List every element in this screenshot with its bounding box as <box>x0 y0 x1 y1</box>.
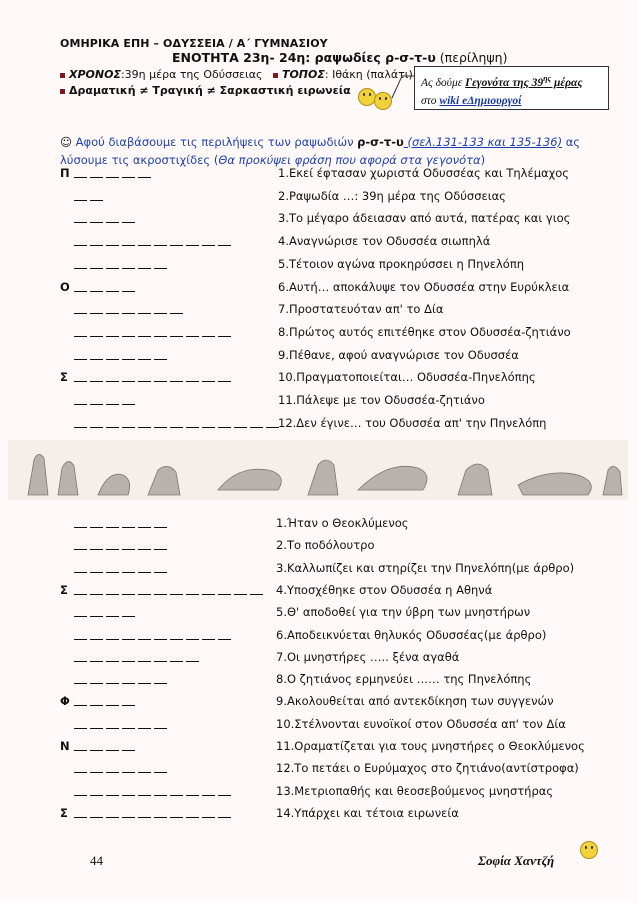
letter-blank[interactable] <box>106 302 119 314</box>
letter-blank[interactable] <box>122 257 135 269</box>
letter-blank[interactable] <box>106 628 119 640</box>
clue-text: 5.Τέτοιον αγώνα προκηρύσσει η Πηνελόπη <box>278 256 525 271</box>
letter-blank[interactable] <box>106 516 119 528</box>
letter-blank[interactable] <box>106 211 119 223</box>
letter-blank[interactable] <box>90 416 103 428</box>
letter-blank[interactable] <box>154 784 167 796</box>
letter-blank[interactable] <box>202 806 215 818</box>
letter-blank[interactable] <box>90 628 103 640</box>
letter-blank[interactable] <box>90 717 103 729</box>
letter-blank[interactable] <box>90 784 103 796</box>
letter-blank[interactable] <box>202 784 215 796</box>
letter-blank[interactable] <box>138 806 151 818</box>
clue-text: 7.Οι μνηστήρες ….. ξένα αγαθά <box>276 649 460 664</box>
letter-blank[interactable] <box>154 325 167 337</box>
letter-blank[interactable] <box>90 234 103 246</box>
bullet-icon <box>60 73 65 78</box>
letter-blank[interactable] <box>154 348 167 360</box>
letter-blank[interactable] <box>154 561 167 573</box>
acrostic-letter: Φ <box>60 694 70 709</box>
clue-text: 12.Το πετάει ο Ευρύμαχος στο ζητιάνο(αντίστροφα) <box>276 761 579 776</box>
letter-blank[interactable] <box>74 605 87 617</box>
answer-blanks[interactable] <box>74 325 234 340</box>
letter-blank[interactable] <box>106 166 119 178</box>
clue-text: 6.Αυτή… αποκάλυψε τον Οδυσσέα στην Ευρύκλεια <box>278 279 570 294</box>
letter-blank[interactable] <box>122 739 135 751</box>
letter-blank[interactable] <box>186 416 199 428</box>
answer-blanks[interactable] <box>74 516 170 531</box>
letter-blank[interactable] <box>90 583 103 595</box>
letter-blank[interactable] <box>218 583 231 595</box>
puzzle-row <box>60 234 620 252</box>
letter-blank[interactable] <box>122 416 135 428</box>
answer-blanks[interactable] <box>74 561 170 576</box>
letter-blank[interactable] <box>186 583 199 595</box>
answer-blanks[interactable] <box>74 761 170 776</box>
clue-text: 6.Αποδεικνύεται θηλυκός Οδυσσέας(με άρθρο) <box>276 627 547 642</box>
letter-blank[interactable] <box>186 370 199 382</box>
letter-blank[interactable] <box>74 393 87 405</box>
letter-blank[interactable] <box>154 516 167 528</box>
clue-text: 9.Πέθανε, αφού αναγνώρισε τον Οδυσσέα <box>278 347 519 362</box>
letter-blank[interactable] <box>122 605 135 617</box>
puzzle-row <box>60 325 620 343</box>
letter-blank[interactable] <box>138 325 151 337</box>
letter-blank[interactable] <box>106 694 119 706</box>
letter-blank[interactable] <box>138 784 151 796</box>
letter-blank[interactable] <box>106 538 119 550</box>
puzzle-row <box>60 806 620 824</box>
letter-blank[interactable] <box>170 416 183 428</box>
letter-blank[interactable] <box>186 325 199 337</box>
answer-blanks[interactable] <box>74 628 234 643</box>
letter-blank[interactable] <box>122 650 135 662</box>
letter-blank[interactable] <box>106 234 119 246</box>
puzzle-row <box>60 370 620 388</box>
lesson-title-bold: ΕΝΟΤΗΤΑ 23η- 24η: ραψωδίες ρ-σ-τ-υ <box>172 50 436 65</box>
letter-blank[interactable] <box>74 166 87 178</box>
letter-blank[interactable] <box>122 516 135 528</box>
puzzle-row <box>60 280 620 298</box>
letter-blank[interactable] <box>106 348 119 360</box>
letter-blank[interactable] <box>90 672 103 684</box>
letter-blank[interactable] <box>138 672 151 684</box>
letter-blank[interactable] <box>74 302 87 314</box>
puzzle-row <box>60 672 620 690</box>
clue-text: 4.Αναγνώρισε τον Οδυσσέα σιωπηλά <box>278 234 491 249</box>
letter-blank[interactable] <box>154 370 167 382</box>
letter-blank[interactable] <box>122 302 135 314</box>
letter-blank[interactable] <box>170 234 183 246</box>
clue-text: 8.Ο ζητιάνος ερμηνεύει …… της Πηνελόπης <box>276 672 532 687</box>
letter-blank[interactable] <box>218 806 231 818</box>
answer-blanks[interactable] <box>74 806 234 821</box>
letter-blank[interactable] <box>90 561 103 573</box>
puzzle-row <box>60 561 620 579</box>
greek-frieze-image <box>8 440 628 500</box>
callout-pointer-icon <box>390 70 416 100</box>
letter-blank[interactable] <box>122 784 135 796</box>
letter-blank[interactable] <box>74 650 87 662</box>
answer-blanks[interactable] <box>74 234 234 249</box>
acrostic-letter: Π <box>60 166 70 180</box>
letter-blank[interactable] <box>90 166 103 178</box>
letter-blank[interactable] <box>138 257 151 269</box>
letter-blank[interactable] <box>170 302 183 314</box>
letter-blank[interactable] <box>170 325 183 337</box>
letter-blank[interactable] <box>74 583 87 595</box>
info-irony: Δραματική ≠ Τραγική ≠ Σαρκαστική ειρωνεία <box>60 84 351 97</box>
acrostic-letter: Σ <box>60 582 68 597</box>
puzzle-row <box>60 393 620 411</box>
letter-blank[interactable] <box>234 416 247 428</box>
letter-blank[interactable] <box>90 538 103 550</box>
answer-blanks[interactable] <box>74 393 138 408</box>
letter-blank[interactable] <box>122 166 135 178</box>
wiki-link[interactable]: wiki eΔημιουργοί <box>439 94 522 107</box>
letter-blank[interactable] <box>154 583 167 595</box>
letter-blank[interactable] <box>90 211 103 223</box>
letter-blank[interactable] <box>106 416 119 428</box>
letter-blank[interactable] <box>138 348 151 360</box>
letter-blank[interactable] <box>74 717 87 729</box>
letter-blank[interactable] <box>74 561 87 573</box>
clue-text: 8.Πρώτος αυτός επιτέθηκε στον Οδυσσέα-ζητιάνο <box>278 324 571 339</box>
letter-blank[interactable] <box>170 583 183 595</box>
answer-blanks[interactable] <box>74 583 266 598</box>
letter-blank[interactable] <box>138 166 151 178</box>
letter-blank[interactable] <box>122 538 135 550</box>
letter-blank[interactable] <box>106 561 119 573</box>
letter-blank[interactable] <box>90 393 103 405</box>
letter-blank[interactable] <box>90 302 103 314</box>
letter-blank[interactable] <box>90 257 103 269</box>
answer-blanks[interactable] <box>74 605 138 620</box>
letter-blank[interactable] <box>202 583 215 595</box>
letter-blank[interactable] <box>122 806 135 818</box>
letter-blank[interactable] <box>138 628 151 640</box>
puzzle-row <box>60 166 620 184</box>
acrostic-letter: Σ <box>60 370 68 385</box>
letter-blank[interactable] <box>138 302 151 314</box>
letter-blank[interactable] <box>106 739 119 751</box>
letter-blank[interactable] <box>74 416 87 428</box>
author-name: Σοφία Χαντζή <box>478 853 555 868</box>
letter-blank[interactable] <box>186 784 199 796</box>
letter-blank[interactable] <box>122 694 135 706</box>
letter-blank[interactable] <box>106 672 119 684</box>
letter-blank[interactable] <box>106 325 119 337</box>
letter-blank[interactable] <box>218 416 231 428</box>
answer-blanks[interactable] <box>74 694 138 709</box>
puzzle-row <box>60 784 620 802</box>
letter-blank[interactable] <box>90 189 103 201</box>
letter-blank[interactable] <box>90 516 103 528</box>
page-number: 44 <box>90 853 103 868</box>
letter-blank[interactable] <box>234 583 247 595</box>
clue-text: 10.Στέλνονται ευνοϊκοί στον Οδυσσέα απ' τον Δία <box>276 716 566 731</box>
clue-text: 4.Υποσχέθηκε στον Οδυσσέα η Αθηνά <box>276 582 493 597</box>
letter-blank[interactable] <box>202 370 215 382</box>
letter-blank[interactable] <box>122 370 135 382</box>
letter-blank[interactable] <box>106 806 119 818</box>
letter-blank[interactable] <box>202 234 215 246</box>
letter-blank[interactable] <box>106 370 119 382</box>
letter-blank[interactable] <box>138 717 151 729</box>
letter-blank[interactable] <box>90 605 103 617</box>
answer-blanks[interactable] <box>74 538 170 553</box>
answer-blanks[interactable] <box>74 650 202 665</box>
letter-blank[interactable] <box>122 234 135 246</box>
clue-text: 1.Εκεί έφτασαν χωριστά Οδυσσέας και Τηλέμαχος <box>278 166 570 180</box>
letter-blank[interactable] <box>218 234 231 246</box>
answer-blanks[interactable] <box>74 370 234 385</box>
answer-blanks[interactable] <box>74 166 154 181</box>
letter-blank[interactable] <box>122 761 135 773</box>
letter-blank[interactable] <box>74 211 87 223</box>
letter-blank[interactable] <box>106 761 119 773</box>
letter-blank[interactable] <box>122 583 135 595</box>
letter-blank[interactable] <box>90 761 103 773</box>
answer-blanks[interactable] <box>74 211 138 226</box>
puzzle-row <box>60 583 620 601</box>
letter-blank[interactable] <box>74 739 87 751</box>
letter-blank[interactable] <box>122 717 135 729</box>
letter-blank[interactable] <box>202 325 215 337</box>
letter-blank[interactable] <box>154 257 167 269</box>
clue-text: 11.Οραματίζεται για τους μνηστήρες ο Θεοκλύμενος <box>276 739 585 753</box>
puzzle-row <box>60 717 620 735</box>
bullet-icon <box>60 89 65 94</box>
letter-blank[interactable] <box>138 583 151 595</box>
letter-blank[interactable] <box>138 370 151 382</box>
letter-blank[interactable] <box>138 761 151 773</box>
letter-blank[interactable] <box>122 280 135 292</box>
instructions: ☺ Αφού διαβάσουμε τις περιλήψεις των ραψωδιών ρ-σ-τ-υ (σελ.131-133 και 135-136) ας λύσουμε τις ακροστιχίδες (Θα προκύψει φράση που αφορά στα γεγονότα) <box>60 135 581 167</box>
puzzle-row <box>60 257 620 275</box>
puzzle-row <box>60 516 620 534</box>
letter-blank[interactable] <box>170 650 183 662</box>
letter-blank[interactable] <box>154 234 167 246</box>
letter-blank[interactable] <box>90 348 103 360</box>
letter-blank[interactable] <box>122 628 135 640</box>
letter-blank[interactable] <box>122 393 135 405</box>
acrostic-letter: Ν <box>60 739 70 753</box>
lesson-title <box>172 50 507 65</box>
answer-blanks[interactable] <box>74 416 282 431</box>
letter-blank[interactable] <box>90 370 103 382</box>
letter-blank[interactable] <box>170 806 183 818</box>
puzzle-row <box>60 211 620 229</box>
clue-text: 7.Προστατευόταν απ' το Δία <box>278 302 444 317</box>
letter-blank[interactable] <box>170 370 183 382</box>
clue-text: 2.Ραψωδία …: 39η μέρα της Οδύσσειας <box>278 188 506 203</box>
letter-blank[interactable] <box>154 302 167 314</box>
puzzle-row <box>60 628 620 646</box>
letter-blank[interactable] <box>202 628 215 640</box>
letter-blank[interactable] <box>74 370 87 382</box>
smiley-icon <box>580 841 598 859</box>
letter-blank[interactable] <box>74 257 87 269</box>
letter-blank[interactable] <box>154 672 167 684</box>
letter-blank[interactable] <box>74 189 87 201</box>
letter-blank[interactable] <box>90 694 103 706</box>
letter-blank[interactable] <box>138 538 151 550</box>
puzzle-row <box>60 694 620 712</box>
puzzle-row <box>60 650 620 668</box>
letter-blank[interactable] <box>106 257 119 269</box>
smile-icon: ☺ <box>60 135 72 149</box>
letter-blank[interactable] <box>154 761 167 773</box>
letter-blank[interactable] <box>90 325 103 337</box>
letter-blank[interactable] <box>138 416 151 428</box>
letter-blank[interactable] <box>90 650 103 662</box>
letter-blank[interactable] <box>218 370 231 382</box>
letter-blank[interactable] <box>138 516 151 528</box>
letter-blank[interactable] <box>74 516 87 528</box>
answer-blanks[interactable] <box>74 348 170 363</box>
letter-blank[interactable] <box>106 605 119 617</box>
letter-blank[interactable] <box>202 416 215 428</box>
letter-blank[interactable] <box>218 325 231 337</box>
letter-blank[interactable] <box>218 628 231 640</box>
letter-blank[interactable] <box>106 650 119 662</box>
letter-blank[interactable] <box>74 806 87 818</box>
puzzle-row <box>60 739 620 757</box>
page-header: ΟΜΗΡΙΚΑ ΕΠΗ – ΟΔΥΣΣΕΙΑ / Α΄ ΓΥΜΝΑΣΙΟΥ <box>60 37 328 50</box>
letter-blank[interactable] <box>74 348 87 360</box>
letter-blank[interactable] <box>186 234 199 246</box>
puzzle-row <box>60 302 620 320</box>
letter-blank[interactable] <box>154 806 167 818</box>
letter-blank[interactable] <box>74 538 87 550</box>
puzzle-row <box>60 416 620 434</box>
letter-blank[interactable] <box>122 348 135 360</box>
letter-blank[interactable] <box>106 393 119 405</box>
smiley-icon <box>358 88 376 106</box>
letter-blank[interactable] <box>122 672 135 684</box>
answer-blanks[interactable] <box>74 280 138 295</box>
letter-blank[interactable] <box>122 561 135 573</box>
letter-blank[interactable] <box>122 325 135 337</box>
answer-blanks[interactable] <box>74 257 170 272</box>
letter-blank[interactable] <box>170 628 183 640</box>
clue-text: 13.Μετριοπαθής και θεοσεβούμενος μνηστήρας <box>276 783 554 798</box>
letter-blank[interactable] <box>154 717 167 729</box>
events-link[interactable]: Γεγονότα της $39^{\eta\varsigma}$ μέρας <box>465 74 583 89</box>
letter-blank[interactable] <box>154 628 167 640</box>
letter-blank[interactable] <box>250 583 263 595</box>
answer-blanks[interactable] <box>74 739 138 754</box>
letter-blank[interactable] <box>90 806 103 818</box>
answer-blanks[interactable] <box>74 189 106 204</box>
letter-blank[interactable] <box>106 717 119 729</box>
letter-blank[interactable] <box>90 280 103 292</box>
letter-blank[interactable] <box>106 280 119 292</box>
letter-blank[interactable] <box>74 761 87 773</box>
puzzle-row <box>60 538 620 556</box>
letter-blank[interactable] <box>250 416 263 428</box>
letter-blank[interactable] <box>74 234 87 246</box>
answer-blanks[interactable] <box>74 717 170 732</box>
letter-blank[interactable] <box>154 650 167 662</box>
puzzle-row <box>60 605 620 623</box>
answer-blanks[interactable] <box>74 672 170 687</box>
letter-blank[interactable] <box>218 784 231 796</box>
letter-blank[interactable] <box>106 583 119 595</box>
letter-blank[interactable] <box>74 784 87 796</box>
letter-blank[interactable] <box>138 561 151 573</box>
clue-text: 11.Πάλεψε με τον Οδυσσέα-ζητιάνο <box>278 393 485 407</box>
letter-blank[interactable] <box>122 211 135 223</box>
clue-text: 5.Θ' αποδοθεί για την ύβρη των μνηστήρων <box>276 605 531 620</box>
clue-text: 10.Πραγματοποιείται… Οδυσσέα-Πηνελόπης <box>278 370 536 385</box>
clue-text: 3.Το μέγαρο άδειασαν από αυτά, πατέρας και γιος <box>278 211 571 226</box>
acrostic-letter: Σ <box>60 805 68 820</box>
letter-blank[interactable] <box>90 739 103 751</box>
letter-blank[interactable] <box>106 784 119 796</box>
letter-blank[interactable] <box>74 672 87 684</box>
letter-blank[interactable] <box>138 234 151 246</box>
wiki-note-box[interactable]: Ας δούμε Γεγονότα της $39^{\eta\varsigma}$ μέρας στο wiki eΔημιουργοί <box>414 66 609 110</box>
clue-text: 2.Το ποδόλουτρο <box>276 538 375 553</box>
clue-text: 14.Υπάρχει και τέτοια ειρωνεία <box>276 805 459 820</box>
answer-blanks[interactable] <box>74 784 234 799</box>
info-time-place: ΧΡΟΝΟΣ:39η μέρα της Οδύσσειας ΤΟΠΟΣ: Ιθάκη (παλάτι) <box>60 68 413 81</box>
letter-blank[interactable] <box>170 784 183 796</box>
puzzle-row <box>60 761 620 779</box>
letter-blank[interactable] <box>154 538 167 550</box>
letter-blank[interactable] <box>138 650 151 662</box>
letter-blank[interactable] <box>74 628 87 640</box>
puzzle-row <box>60 189 620 207</box>
clue-text: 1.Ήταν ο Θεοκλύμενος <box>276 516 409 530</box>
letter-blank[interactable] <box>154 416 167 428</box>
letter-blank[interactable] <box>74 325 87 337</box>
acrostic-letter: Ο <box>60 279 70 294</box>
puzzle-row <box>60 348 620 366</box>
letter-blank[interactable] <box>74 694 87 706</box>
letter-blank[interactable] <box>186 628 199 640</box>
lesson-title-rest: (περίληψη) <box>435 50 508 65</box>
clue-text: 12.Δεν έγινε… του Οδυσσέα απ' την Πηνελόπη <box>278 415 547 430</box>
answer-blanks[interactable] <box>74 302 186 317</box>
letter-blank[interactable] <box>74 280 87 292</box>
clue-text: 3.Καλλωπίζει και στηρίζει την Πηνελόπη(με άρθρο) <box>276 560 575 575</box>
clue-text: 9.Ακολουθείται από αντεκδίκηση των συγγενών <box>276 694 554 709</box>
bullet-icon <box>273 73 278 78</box>
letter-blank[interactable] <box>186 650 199 662</box>
letter-blank[interactable] <box>186 806 199 818</box>
